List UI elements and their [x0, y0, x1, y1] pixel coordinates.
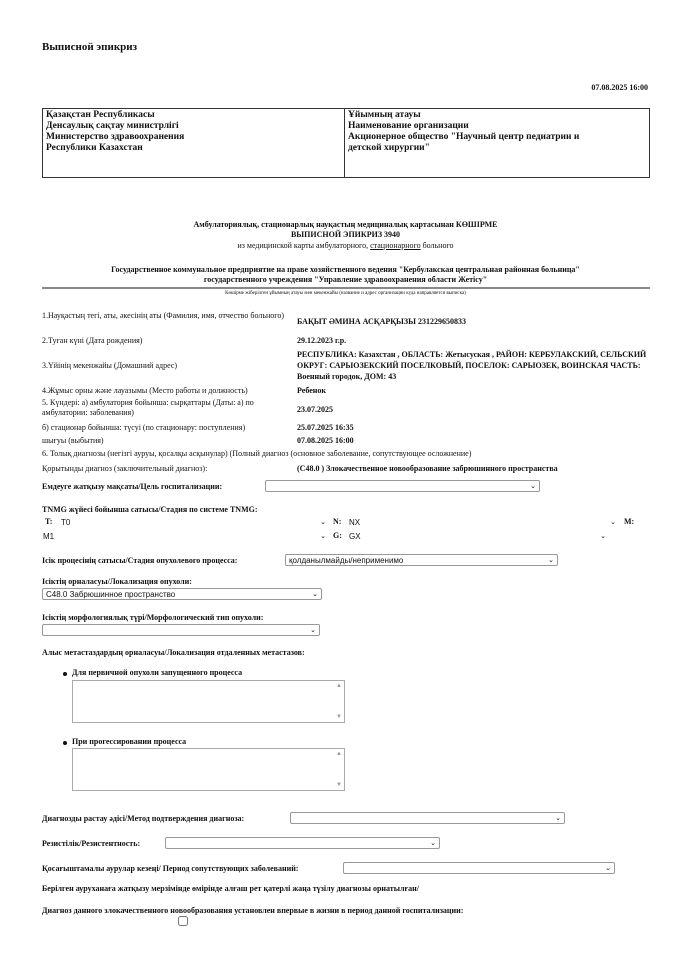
chevron-down-icon: ⌄ — [610, 519, 616, 526]
confirm-method-label: Диагнозды растау әдісі/Метод подтверждения диагноза: — [42, 814, 245, 823]
first-diagnosis-checkbox[interactable] — [178, 916, 188, 926]
meta-progress-textarea[interactable] — [72, 748, 345, 791]
field-label: 5. Күндері: а) амбулатория бойынша: сырқаттары (Даты: а) по амбулатории: заболевания) — [42, 398, 254, 417]
meta-primary-textarea[interactable] — [72, 680, 345, 723]
field-label: б) стационар бойынша: түсуі (по стационару: поступления) — [42, 423, 246, 432]
heading-line-2: ВЫПИСНОЙ ЭПИКРИЗ 3940 — [290, 230, 401, 239]
bullet-icon — [63, 672, 67, 676]
t-select[interactable] — [57, 516, 330, 528]
field-value: 29.12.2023 г.р. — [297, 336, 347, 345]
scroll-up-icon: ▲ — [336, 683, 342, 689]
localization-label: Ісіктің орналасуы/Локализация опухоли: — [42, 577, 192, 586]
field-value: 23.07.2025 — [297, 405, 333, 414]
n-select[interactable] — [345, 516, 620, 528]
print-date: 07.08.2025 16:00 — [591, 83, 648, 92]
comorbidity-select[interactable] — [343, 862, 615, 874]
chevron-down-icon: ⌄ — [600, 533, 606, 540]
metastases-label: Алыс метастаздардың орналасуы/Локализация отдаленных метастазов: — [42, 648, 305, 657]
field-label: 2.Туған күні (Дата рождения) — [42, 336, 143, 345]
t-label: T: — [45, 517, 53, 526]
stage-select[interactable] — [285, 554, 558, 566]
heading-line-1: Амбулаториялық, стационарлық науқастың медициналық картасынан КӨШІРМЕ — [193, 220, 498, 229]
header-line: Қазақстан Республикасы — [46, 110, 155, 120]
scroll-up-icon: ▲ — [336, 751, 342, 757]
chevron-down-icon: ⌄ — [430, 840, 436, 847]
page-title: Выписной эпикриз — [42, 41, 138, 53]
chevron-down-icon: ⌄ — [548, 557, 554, 564]
full-diagnosis-label: 6. Толық диагнозы (негізгі ауруы, қосалқы асқынулар) (Полный диагноз (основное заболевание, сопутствующее осложнение) — [42, 449, 472, 458]
select-value: M1 — [43, 532, 55, 541]
header-table — [42, 108, 650, 178]
field-value: 07.08.2025 16:00 — [297, 436, 354, 445]
first-diagnosis-ru: Диагноз данного злокачественного новообразования установлен впервые в жизни в период данной госпитализации: — [42, 906, 464, 915]
select-value: қолданылмайды/неприменимо — [289, 556, 404, 565]
morphology-label: Ісіктің морфологиялық түрі/Морфологический тип опухоли: — [42, 613, 264, 622]
chevron-down-icon: ⌄ — [320, 533, 326, 540]
chevron-down-icon: ⌄ — [312, 591, 318, 598]
field-value: Ребенок — [297, 386, 326, 395]
header-line: Денсаулық сақтау министрлігі — [46, 121, 179, 131]
chevron-down-icon: ⌄ — [605, 865, 611, 872]
header-line: Министерство здравоохранения — [46, 132, 185, 142]
stage-label: Ісік процесінің сатысы/Стадия опухолевого процесса: — [42, 556, 238, 565]
m-label: M: — [624, 517, 635, 526]
confirm-method-select[interactable] — [290, 812, 565, 824]
hosp-goal-select[interactable] — [265, 480, 540, 492]
chevron-down-icon: ⌄ — [320, 519, 326, 526]
heading-underlined: стационарного — [370, 241, 421, 250]
chevron-down-icon: ⌄ — [555, 815, 561, 822]
field-label: 1.Науқастың тегі, аты, әкесінің аты (Фамилия, имя, отчество больного) — [42, 311, 285, 320]
select-value: NX — [349, 518, 361, 527]
meta-progress-label: При прогессировании процесса — [72, 737, 187, 746]
heading-text: больного — [420, 241, 454, 250]
field-label: 3.Үйінің мекенжайы (Домашний адрес) — [42, 361, 178, 370]
field-label: 4.Жұмыс орны және лауазымы (Место работы и должность) — [42, 386, 248, 395]
org-note: Көшірме жіберілген ұйымның атауы мен мекенжайы (название и адрес организации куда направляется выписка) — [225, 291, 466, 296]
divider — [42, 287, 650, 289]
tnmg-label: TNMG жүйесі бойынша сатысы/Стадия по системе TNMG: — [42, 505, 258, 514]
g-label: G: — [333, 531, 342, 540]
field-value: 25.07.2025 16:35 — [297, 423, 354, 432]
morphology-select[interactable] — [42, 624, 320, 636]
final-diagnosis-value: (C48.0 ) Злокачественное новообразование забрюшинного пространства — [297, 464, 558, 473]
select-value: T0 — [61, 518, 71, 527]
field-label: шығуы (выбытия) — [42, 436, 104, 445]
field-value: РЕСПУБЛИКА: Казахстан , ОБЛАСТЬ: Жетысуская , РАЙОН: КЕРБУЛАКСКИЙ, СЕЛЬСКИЙ ОКРУГ: САРЫОЗЕКСКИЙ ПОСЕЛКОВЫЙ, ПОСЕЛОК: САРЫОЗЕК, ВОИНСКАЯ ЧАСТЬ: Военный городок, ДОМ: 43 — [297, 350, 647, 381]
header-line: Ұйымның атауы — [348, 110, 421, 120]
m-select[interactable] — [42, 530, 330, 542]
scroll-down-icon: ▼ — [336, 782, 342, 788]
ministry-cell — [43, 109, 345, 178]
first-diagnosis-kz: Берілген ауруханаға жатқызу мерзімінде өмірінде алғаш рет қатерлі жаңа түзілу диагнозы орнатылған/ — [42, 884, 419, 893]
comorbidity-label: Қосағыштамалы аурулар кезеңі/ Период сопутствующих заболеваний: — [42, 864, 299, 873]
header-line: Акционерное общество "Научный центр педиатрии и — [348, 132, 580, 142]
final-diagnosis-label: Қорытынды диагноз (заключительный диагноз): — [42, 464, 208, 473]
n-label: N: — [333, 517, 342, 526]
heading-text: из медицинской карты амбулаторного, — [237, 241, 371, 250]
select-value: C48.0 Забрюшинное пространство — [46, 590, 176, 599]
localization-select[interactable] — [42, 588, 322, 600]
g-select[interactable] — [345, 530, 610, 542]
resistance-select[interactable] — [165, 837, 440, 849]
hosp-goal-label: Емдеуге жатқызу мақсаты/Цель госпитализации: — [42, 482, 223, 491]
header-line: детской хирургии" — [348, 143, 430, 153]
org-line-2: государственного учреждения "Управление здравоохранения области Жетісу" — [203, 275, 488, 284]
header-line: Наименование организации — [348, 121, 469, 131]
scroll-down-icon: ▼ — [336, 714, 342, 720]
organization-cell — [345, 109, 650, 178]
bullet-icon — [63, 741, 67, 745]
field-value: БАҚЫТ ӘМИНА АСҚАРҚЫЗЫ 231229650833 — [297, 317, 466, 326]
chevron-down-icon: ⌄ — [310, 627, 316, 634]
chevron-down-icon: ⌄ — [530, 483, 536, 490]
resistance-label: Резистілік/Резистентность: — [42, 839, 141, 848]
meta-primary-label: Для первичной опухоли запущенного процесса — [72, 668, 243, 677]
heading-line-3 — [0, 241, 691, 250]
select-value: GX — [349, 532, 361, 541]
header-line: Республики Казахстан — [46, 143, 143, 153]
org-line-1: Государственное коммунальное предприятие на праве хозяйственного ведения "Кербулакская центральная районная больница" — [111, 265, 580, 274]
